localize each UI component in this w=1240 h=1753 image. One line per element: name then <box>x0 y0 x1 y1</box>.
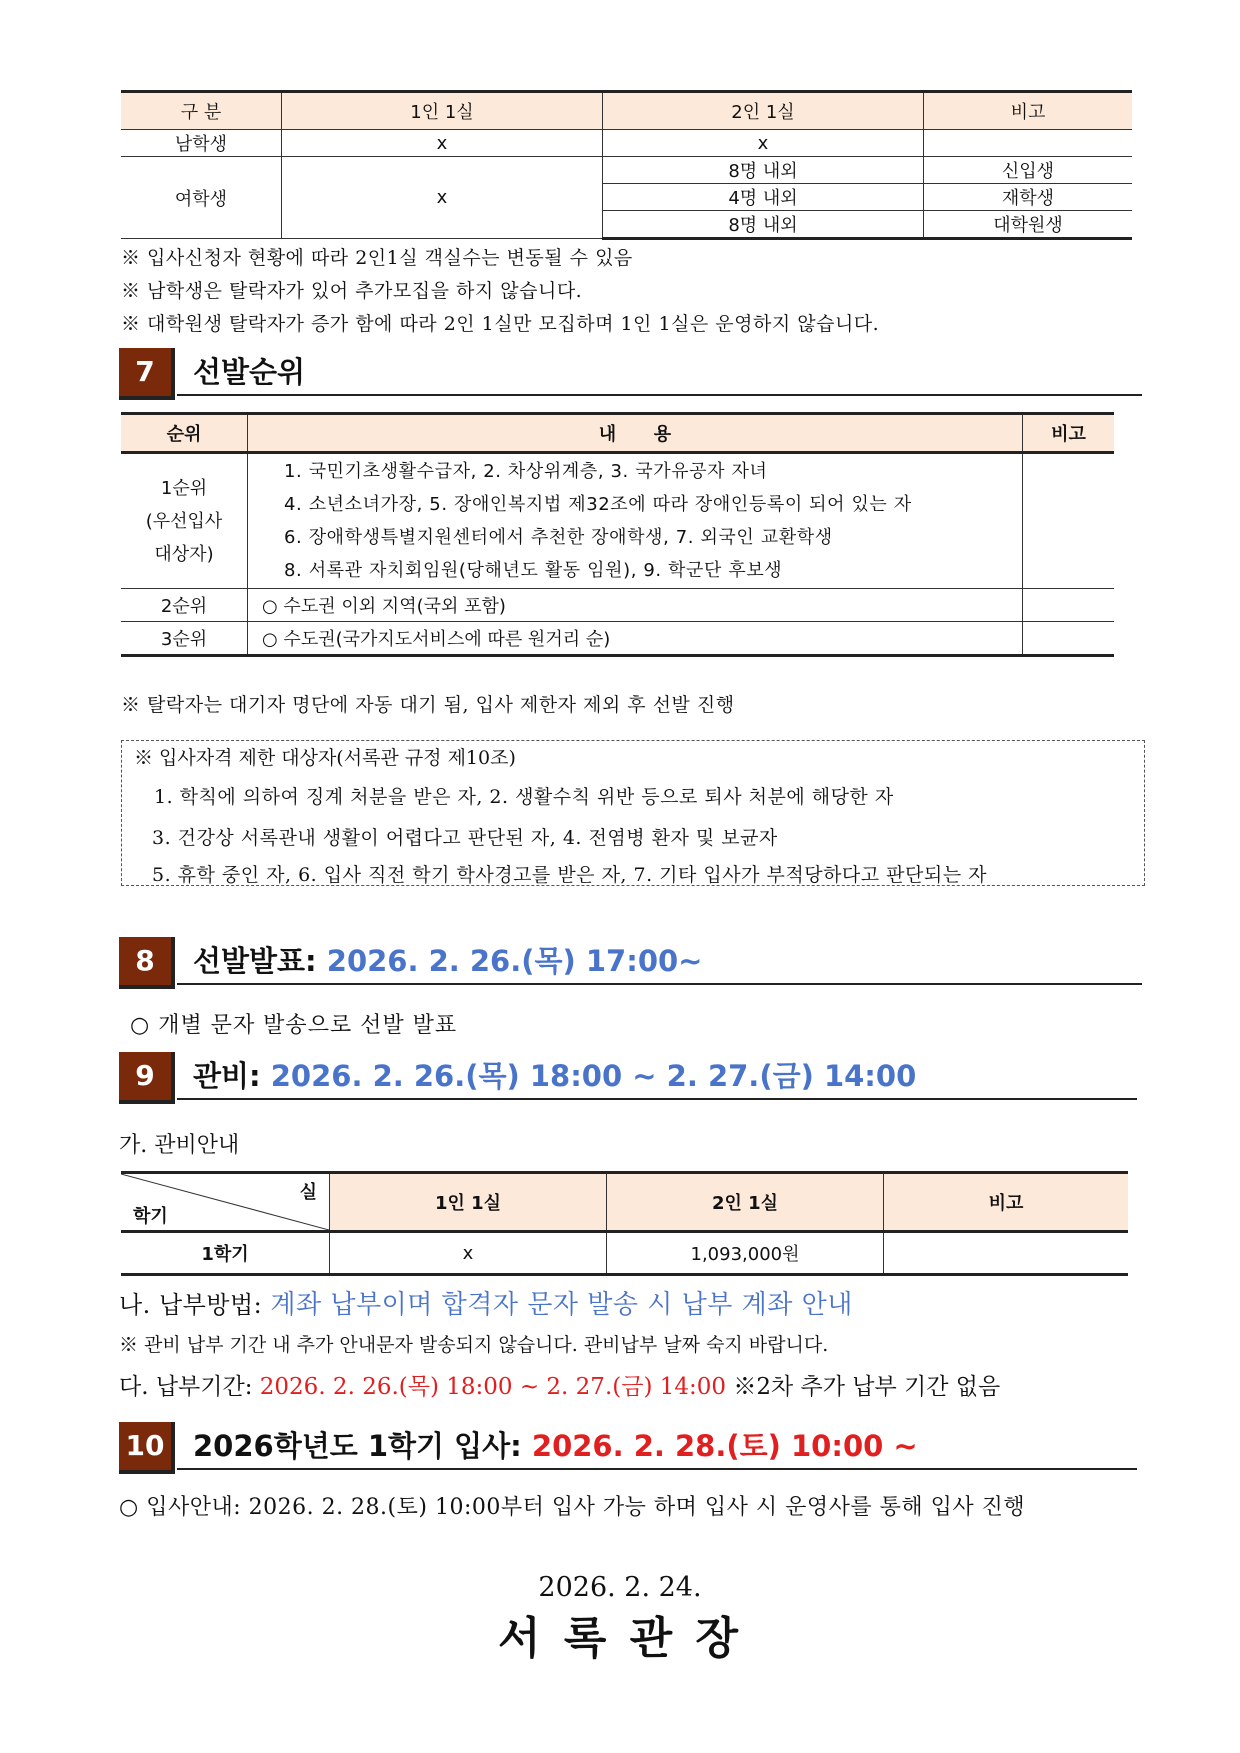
payment-note: ※ 관비 납부 기간 내 추가 안내문자 발송되지 않습니다. 관비납부 날짜 숙지 바랍니다. <box>119 1334 829 1356</box>
section-number: 8 <box>119 937 175 989</box>
move-in-date: 2026. 2. 28.(토) 10:00 ~ <box>531 1429 918 1463</box>
rank-3-note <box>1023 622 1115 656</box>
fee-double: 1,093,000원 <box>607 1232 884 1275</box>
cell-female-double: 8명 내외 <box>603 157 924 184</box>
cell-male-single: x <box>282 130 603 157</box>
col-header-double: 2인 1실 <box>607 1173 884 1232</box>
payment-period <box>119 1368 1000 1401</box>
room-allocation-table <box>121 90 1132 240</box>
corner-term-label: 학기 <box>133 1206 168 1227</box>
restriction-title: ※ 입사자격 제한 대상자(서록관 규정 제10조) <box>134 747 516 769</box>
section-underline <box>177 1098 1137 1100</box>
section-title: 선발순위 <box>193 355 306 389</box>
rank-1-item: 6. 장애학생특별지원센터에서 추천한 장애학생, 7. 외국인 교환학생 <box>284 527 833 548</box>
selection-rank-table <box>121 412 1114 657</box>
note-grad-double-only: ※ 대학원생 탈락자가 증가 함에 따라 2인 1실만 모집하며 1인 1실은 운영하지 않습니다. <box>121 313 880 335</box>
rank-1-item: 8. 서록관 자치회임원(당해년도 활동 임원), 9. 학군단 후보생 <box>284 560 783 581</box>
fee-term: 1학기 <box>121 1232 330 1275</box>
rank-2-content: ○ 수도권 이외 지역(국외 포함) <box>248 589 1023 622</box>
rank-1-line: 대상자) <box>154 543 214 565</box>
rank-1-line: 1순위 <box>160 477 208 499</box>
section-number: 9 <box>119 1052 175 1104</box>
cell-female-double: 8명 내외 <box>603 211 924 239</box>
section-number: 7 <box>119 348 175 400</box>
col-header-note: 비고 <box>1023 414 1115 453</box>
fee-table <box>121 1171 1128 1276</box>
note-male-no-recruit: ※ 남학생은 탈락자가 있어 추가모집을 하지 않습니다. <box>121 280 583 302</box>
rank-1-item: 4. 소년소녀가장, 5. 장애인복지법 제32조에 따라 장애인등록이 되어 있는 자 <box>284 494 912 515</box>
col-header-single: 1인 1실 <box>282 92 603 130</box>
payment-method <box>119 1284 853 1321</box>
restriction-line: 5. 휴학 중인 자, 6. 입사 직전 학기 학사경고를 받은 자, 7. 기타 입사가 부적당하다고 판단되는 자 <box>152 864 987 886</box>
cell-female-note: 신입생 <box>924 157 1133 184</box>
col-header-rank: 순위 <box>121 414 248 453</box>
section-title <box>193 1054 916 1098</box>
section-10-header <box>119 1422 1142 1470</box>
col-header-note: 비고 <box>884 1173 1129 1232</box>
fee-period: 2026. 2. 26.(목) 18:00 ~ 2. 27.(금) 14:00 <box>270 1059 917 1093</box>
section-title-text: 관비: <box>193 1059 261 1093</box>
fee-single: x <box>330 1232 607 1275</box>
restriction-box <box>121 740 1145 886</box>
move-in-guide: ○ 입사안내: 2026. 2. 28.(토) 10:00부터 입사 가능 하며 입사 시 운영사를 통해 입사 진행 <box>119 1495 1026 1520</box>
announcement-date: 2026. 2. 26.(목) 17:00~ <box>326 944 703 978</box>
section-title <box>193 939 702 983</box>
payment-period-date: 2026. 2. 26.(목) 18:00 ~ 2. 27.(금) 14:00 <box>259 1374 727 1400</box>
rank-3-label: 3순위 <box>121 622 248 656</box>
rank-3-content: ○ 수도권(국가지도서비스에 따른 원거리 순) <box>248 622 1023 656</box>
section-number: 10 <box>119 1422 175 1474</box>
col-header-note: 비고 <box>924 92 1133 130</box>
rank-1-line: (우선입사 <box>145 510 223 532</box>
rank-2-note <box>1023 589 1115 622</box>
fee-info-heading: 가. 관비안내 <box>119 1133 240 1158</box>
rank-1-item: 1. 국민기초생활수급자, 2. 차상위계층, 3. 국가유공자 자녀 <box>284 461 768 482</box>
section-8-header <box>119 937 1142 985</box>
cell-male-double: x <box>603 130 924 157</box>
section-title <box>193 1424 918 1468</box>
section-7-header <box>119 348 1142 396</box>
payment-method-label: 나. 납부방법: <box>119 1291 263 1319</box>
payment-method-text: 계좌 납부이며 합격자 문자 발송 시 납부 계좌 안내 <box>270 1290 853 1320</box>
rank-1-note <box>1023 453 1115 589</box>
fee-corner-cell <box>121 1173 330 1232</box>
fee-note <box>884 1232 1129 1275</box>
cell-female-single: x <box>282 157 603 239</box>
row-label-male: 남학생 <box>121 130 282 157</box>
announcement-method: ○ 개별 문자 발송으로 선발 발표 <box>130 1013 458 1038</box>
rank-2-label: 2순위 <box>121 589 248 622</box>
restriction-line: 1. 학칙에 의하여 징계 처분을 받은 자, 2. 생활수칙 위반 등으로 퇴사 처분에 해당한 자 <box>154 786 894 808</box>
restriction-line: 3. 건강상 서록관내 생활이 어렵다고 판단된 자, 4. 전염병 환자 및 보균자 <box>152 827 778 849</box>
note-room-variation: ※ 입사신청자 현황에 따라 2인1실 객실수는 변동될 수 있음 <box>121 247 633 269</box>
footer-signature: 서 록 관 장 <box>498 1613 742 1664</box>
payment-period-label: 다. 납부기간: <box>119 1374 253 1400</box>
section-underline <box>177 394 1142 396</box>
section-9-header <box>119 1052 1142 1100</box>
col-header-double: 2인 1실 <box>603 92 924 130</box>
cell-male-note <box>924 130 1133 157</box>
section-title-text: 2026학년도 1학기 입사: <box>193 1429 522 1463</box>
row-label-female: 여학생 <box>121 157 282 239</box>
section-underline <box>177 983 1142 985</box>
rank-1-label <box>121 453 248 589</box>
payment-period-note: ※2차 추가 납부 기간 없음 <box>733 1374 1001 1400</box>
corner-room-label: 실 <box>299 1182 317 1203</box>
col-header-content: 내 용 <box>248 414 1023 453</box>
col-header-single: 1인 1실 <box>330 1173 607 1232</box>
cell-female-double: 4명 내외 <box>603 184 924 211</box>
cell-female-note: 대학원생 <box>924 211 1133 239</box>
rank-1-content <box>248 453 1023 589</box>
footer-date: 2026. 2. 24. <box>538 1572 702 1603</box>
col-header-category: 구 분 <box>121 92 282 130</box>
section-title-text: 선발발표: <box>193 944 317 978</box>
section-underline <box>177 1468 1137 1470</box>
note-waitlist: ※ 탈락자는 대기자 명단에 자동 대기 됨, 입사 제한자 제외 후 선발 진행 <box>121 694 735 716</box>
cell-female-note: 재학생 <box>924 184 1133 211</box>
